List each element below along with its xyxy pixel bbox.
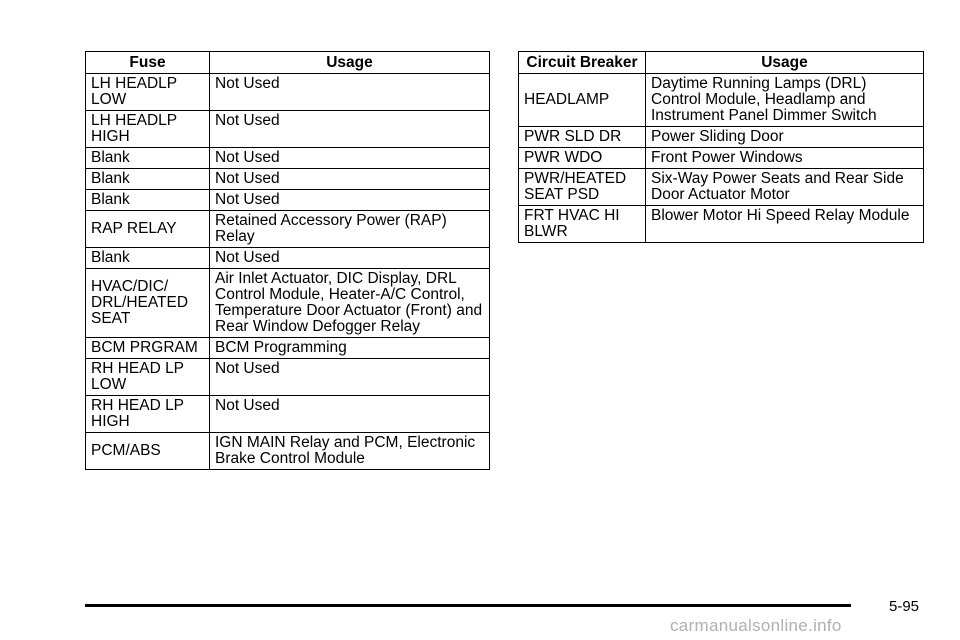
table-row <box>86 338 490 359</box>
fuse-usage: Not Used <box>210 74 490 111</box>
table-row <box>86 111 490 148</box>
breaker-usage: Daytime Running Lamps (DRL) Control Module, Headlamp and Instrument Panel Dimmer Switch <box>646 74 924 127</box>
table-row <box>86 211 490 248</box>
table-row <box>86 396 490 433</box>
column-header-usage: Usage <box>210 52 490 74</box>
table-row <box>86 190 490 211</box>
column-header-fuse: Fuse <box>86 52 210 74</box>
fuse-name: RH HEAD LP LOW <box>86 359 210 396</box>
fuse-name: BCM PRGRAM <box>86 338 210 359</box>
fuse-name: Blank <box>86 190 210 211</box>
table-row <box>86 248 490 269</box>
fuse-name: RAP RELAY <box>86 211 210 248</box>
fuse-name: Blank <box>86 148 210 169</box>
fuse-usage: BCM Programming <box>210 338 490 359</box>
table-header-row <box>519 52 924 74</box>
footer-rule <box>85 604 851 607</box>
breaker-name: PWR SLD DR <box>519 127 646 148</box>
fuse-usage: Not Used <box>210 190 490 211</box>
circuit-breaker-table <box>518 51 924 243</box>
table-row <box>519 206 924 243</box>
fuse-usage: IGN MAIN Relay and PCM, Electronic Brake Control Module <box>210 433 490 470</box>
table-row <box>86 74 490 111</box>
breaker-usage: Six-Way Power Seats and Rear Side Door Actuator Motor <box>646 169 924 206</box>
fuse-name: LH HEADLP LOW <box>86 74 210 111</box>
table-row <box>519 127 924 148</box>
fuse-usage: Not Used <box>210 111 490 148</box>
fuse-usage: Not Used <box>210 248 490 269</box>
fuse-usage: Air Inlet Actuator, DIC Display, DRL Control Module, Heater-A/C Control, Temperature Door Actuator (Front) and Rear Window Defogger Relay <box>210 269 490 338</box>
breaker-usage: Blower Motor Hi Speed Relay Module <box>646 206 924 243</box>
breaker-usage: Power Sliding Door <box>646 127 924 148</box>
table-row <box>519 148 924 169</box>
fuse-name: RH HEAD LP HIGH <box>86 396 210 433</box>
table-row <box>519 169 924 206</box>
table-row <box>86 433 490 470</box>
page-number: 5-95 <box>889 598 920 615</box>
fuse-name: Blank <box>86 169 210 190</box>
breaker-name: PWR WDO <box>519 148 646 169</box>
fuse-name: PCM/ABS <box>86 433 210 470</box>
breaker-name: PWR/HEATED SEAT PSD <box>519 169 646 206</box>
column-header-usage: Usage <box>646 52 924 74</box>
fuse-usage: Not Used <box>210 169 490 190</box>
table-row <box>519 74 924 127</box>
fuse-usage: Not Used <box>210 148 490 169</box>
fuse-table <box>85 51 490 470</box>
table-header-row <box>86 52 490 74</box>
breaker-name: HEADLAMP <box>519 74 646 127</box>
breaker-usage: Front Power Windows <box>646 148 924 169</box>
fuse-name: Blank <box>86 248 210 269</box>
fuse-name: HVAC/DIC/ DRL/HEATED SEAT <box>86 269 210 338</box>
watermark: carmanualsonline.info <box>670 616 842 635</box>
table-row <box>86 269 490 338</box>
table-row <box>86 169 490 190</box>
fuse-name: LH HEADLP HIGH <box>86 111 210 148</box>
fuse-usage: Not Used <box>210 396 490 433</box>
fuse-usage: Retained Accessory Power (RAP) Relay <box>210 211 490 248</box>
table-row <box>86 359 490 396</box>
breaker-name: FRT HVAC HI BLWR <box>519 206 646 243</box>
table-row <box>86 148 490 169</box>
fuse-usage: Not Used <box>210 359 490 396</box>
column-header-circuit-breaker: Circuit Breaker <box>519 52 646 74</box>
